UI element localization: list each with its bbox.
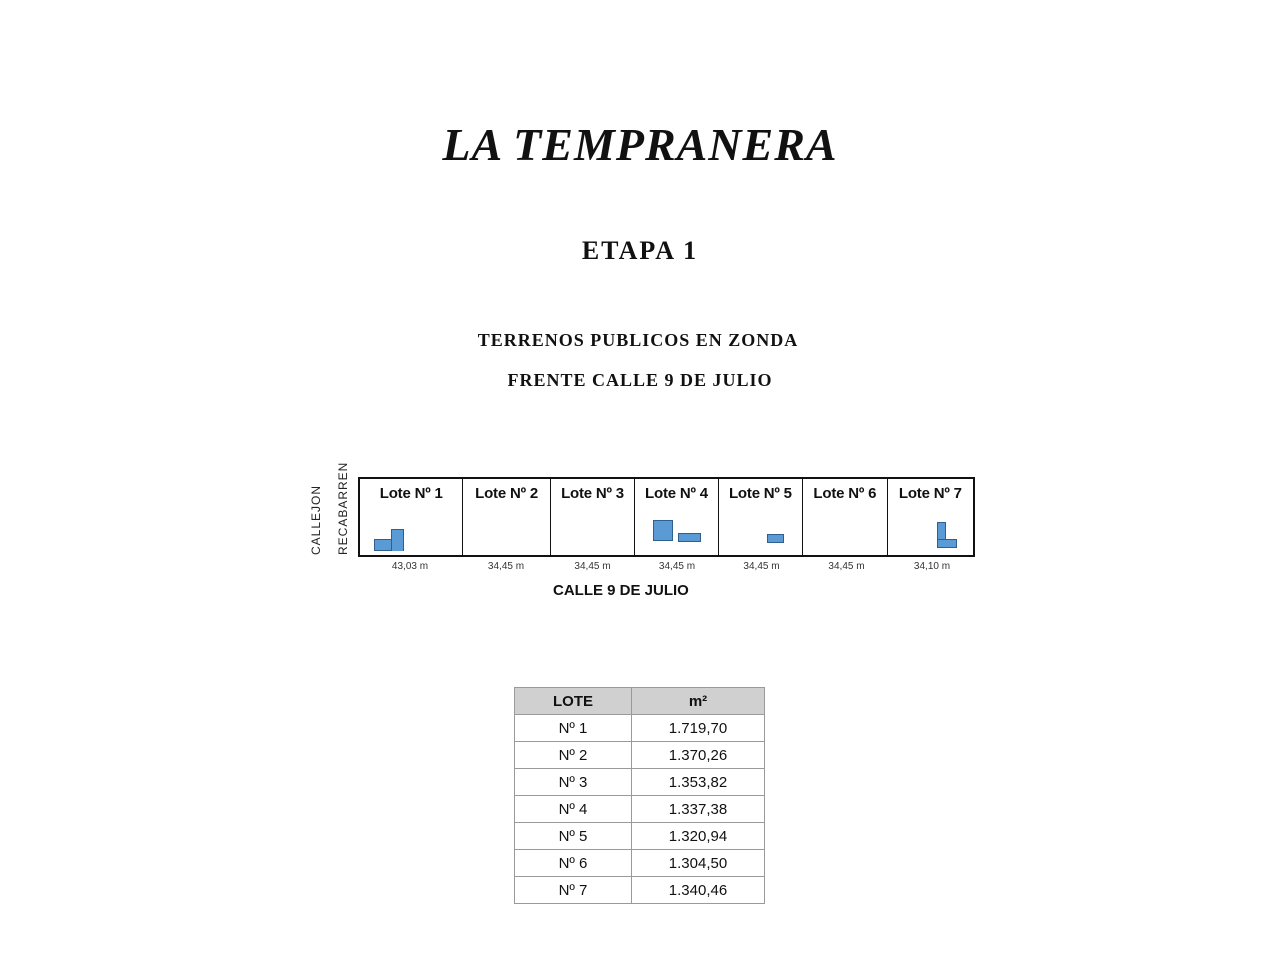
lot-label: Lote Nº 6 [813, 485, 877, 502]
lot-1 [360, 479, 463, 555]
frontage-measure: 34,10 m [913, 561, 951, 572]
front-street-label: CALLE 9 DE JULIO [553, 582, 689, 599]
lot-label: Lote Nº 3 [561, 485, 624, 502]
frontage-measure: 34,45 m [574, 561, 611, 572]
frontage-measure: 43,03 m [391, 561, 429, 572]
lot-label: Lote Nº 1 [379, 485, 443, 502]
table-row [515, 850, 765, 877]
lot-cell: Nº 6 [515, 850, 632, 877]
subtitle-line-2: FRENTE CALLE 9 DE JULIO [507, 370, 773, 390]
building-shape [937, 539, 957, 548]
table-row [515, 796, 765, 823]
side-street-label-1: CALLEJON [309, 484, 323, 555]
area-cell: 1.320,94 [632, 823, 765, 850]
lot-7 [888, 479, 973, 555]
area-cell: 1.337,38 [632, 796, 765, 823]
lot-cell: Nº 7 [515, 877, 632, 904]
stage-heading: ETAPA 1 [581, 236, 699, 265]
page-title: LA TEMPRANERA [442, 119, 838, 170]
area-cell: 1.719,70 [632, 715, 765, 742]
lot-6 [803, 479, 887, 555]
table-row [515, 715, 765, 742]
lot-cell: Nº 4 [515, 796, 632, 823]
area-table [514, 687, 765, 904]
area-cell: 1.340,46 [632, 877, 765, 904]
frontage-measures [358, 561, 975, 575]
area-cell: 1.353,82 [632, 769, 765, 796]
building-shape [767, 534, 784, 543]
frontage-measure: 34,45 m [743, 561, 780, 572]
table-row [515, 769, 765, 796]
lot-4 [635, 479, 718, 555]
frontage-measure: 34,45 m [828, 561, 865, 572]
frontage-measure: 34,45 m [658, 561, 696, 572]
lot-cell: Nº 1 [515, 715, 632, 742]
lot-label: Lote Nº 4 [645, 485, 708, 502]
lot-label: Lote Nº 2 [475, 485, 538, 502]
frontage-measure: 34,45 m [487, 561, 525, 572]
lot-cell: Nº 2 [515, 742, 632, 769]
area-cell: 1.370,26 [632, 742, 765, 769]
table-row [515, 823, 765, 850]
column-header-area: m² [632, 688, 765, 715]
table-row [515, 877, 765, 904]
lot-label: Lote Nº 5 [728, 485, 792, 502]
table-header-row [515, 688, 765, 715]
lot-label: Lote Nº 7 [898, 485, 962, 502]
lot-2 [463, 479, 550, 555]
side-street-label-2: RECABARREN [336, 461, 350, 555]
building-shape [678, 533, 701, 542]
building-shape [391, 529, 404, 551]
lot-cell: Nº 3 [515, 769, 632, 796]
building-shape [653, 520, 673, 541]
lot-5 [719, 479, 803, 555]
lot-cell: Nº 5 [515, 823, 632, 850]
subtitle-line-1: TERRENOS PUBLICOS EN ZONDA [477, 330, 799, 350]
column-header-lot: LOTE [515, 688, 632, 715]
lot-plan [358, 477, 975, 557]
area-cell: 1.304,50 [632, 850, 765, 877]
table-row [515, 742, 765, 769]
lot-3 [551, 479, 635, 555]
